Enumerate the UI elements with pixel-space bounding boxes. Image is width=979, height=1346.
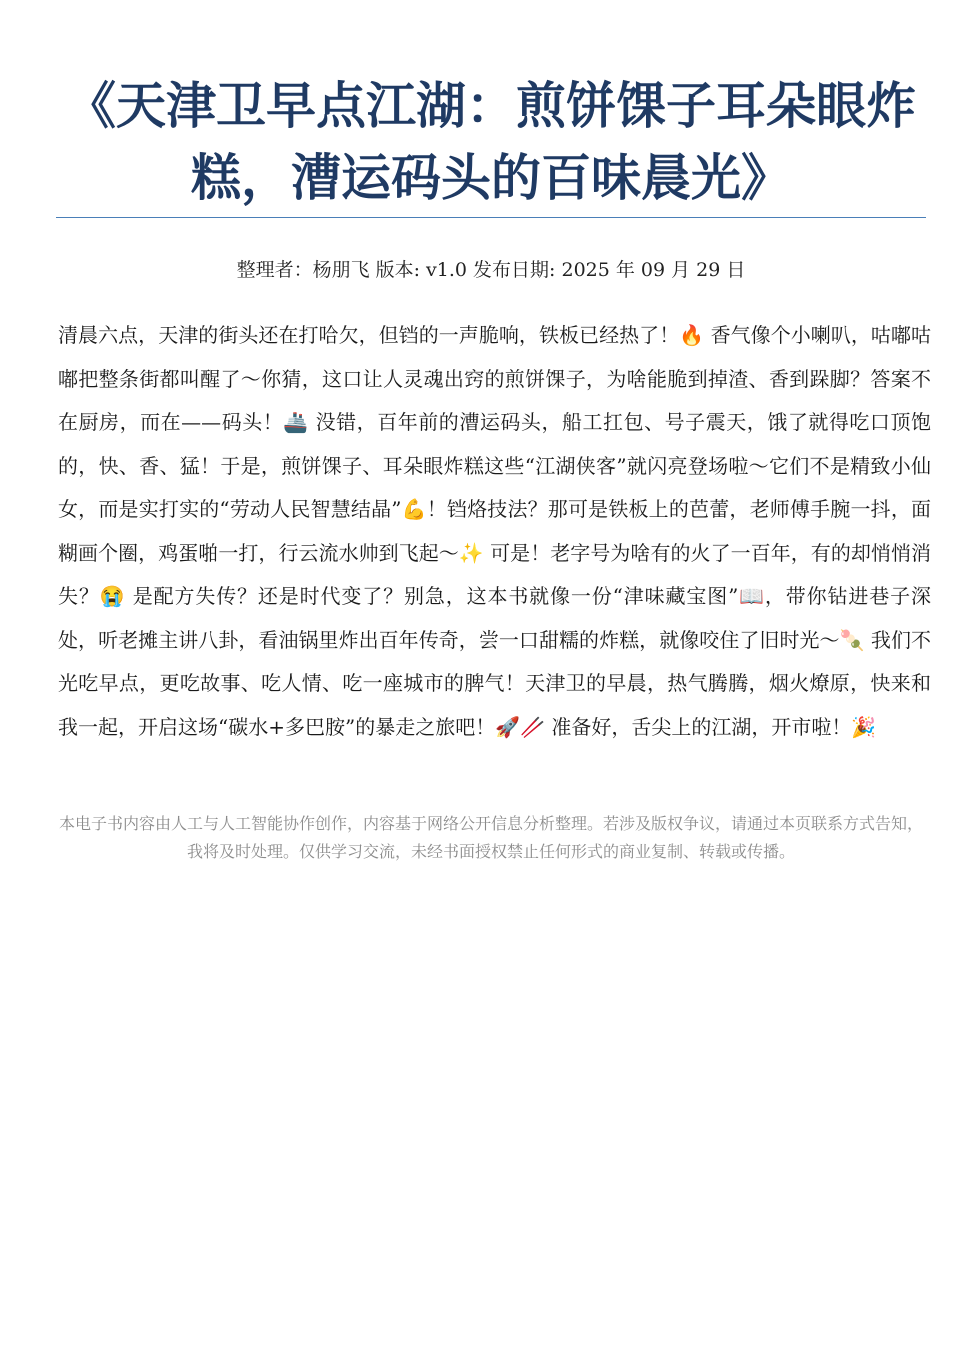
title-divider <box>56 217 926 218</box>
copyright-notice: 本电子书内容由人工与人工智能协作创作，内容基于网络公开信息分析整理。若涉及版权争议，请通过本页联系方式告知，我将及时处理。仅供学习交流，未经书面授权禁止任何形式的商业复制、转载或传播。 <box>58 814 923 861</box>
body-paragraph: 清晨六点，天津的街头还在打哈欠，但铛的一声脆响，铁板已经热了！🔥 香气像个小喇叭，咕嘟咕嘟把整条街都叫醒了～你猜，这口让人灵魂出窍的煎饼馃子，为啥能脆到掉渣、香到跺脚？答案不在厨房，而在——码头！🚢 没错，百年前的漕运码头，船工扛包、号子震天，饿了就得吃口顶饱的，快、香、猛！于是，煎饼馃子、耳朵眼炸糕这些“江湖侠客”就闪亮登场啦～它们不是精致小仙女，而是实打实的“劳动人民智慧结晶”💪！铛烙技法？那可是铁板上的芭蕾，老师傅手腕一抖，面糊画个圈，鸡蛋啪一打，行云流水帅到飞起～✨ 可是！老字号为啥有的火了一百年，有的却悄悄消失？😭 是配方失传？还是时代变了？别急，这本书就像一份“津味藏宝图”📖，带你钻进巷子深处，听老摊主讲八卦，看油锅里炸出百年传奇，尝一口甜糯的炸糕，就像咬住了旧时光～🍡 我们不光吃早点，更吃故事、吃人情、吃一座城市的脾气！天津卫的早晨，热气腾腾，烟火燎原，快来和我一起，开启这场“碳水+多巴胺”的暴走之旅吧！🚀🥢 准备好，舌尖上的江湖，开市啦！🎉 <box>58 323 931 739</box>
document-title: 《天津卫早点江湖：煎饼馃子耳朵眼炸糕，漕运码头的百味晨光》 <box>66 77 916 207</box>
document-meta: 整理者：杨朋飞 版本: v1.0 发布日期: 2025 年 09 月 29 日 <box>236 259 746 281</box>
